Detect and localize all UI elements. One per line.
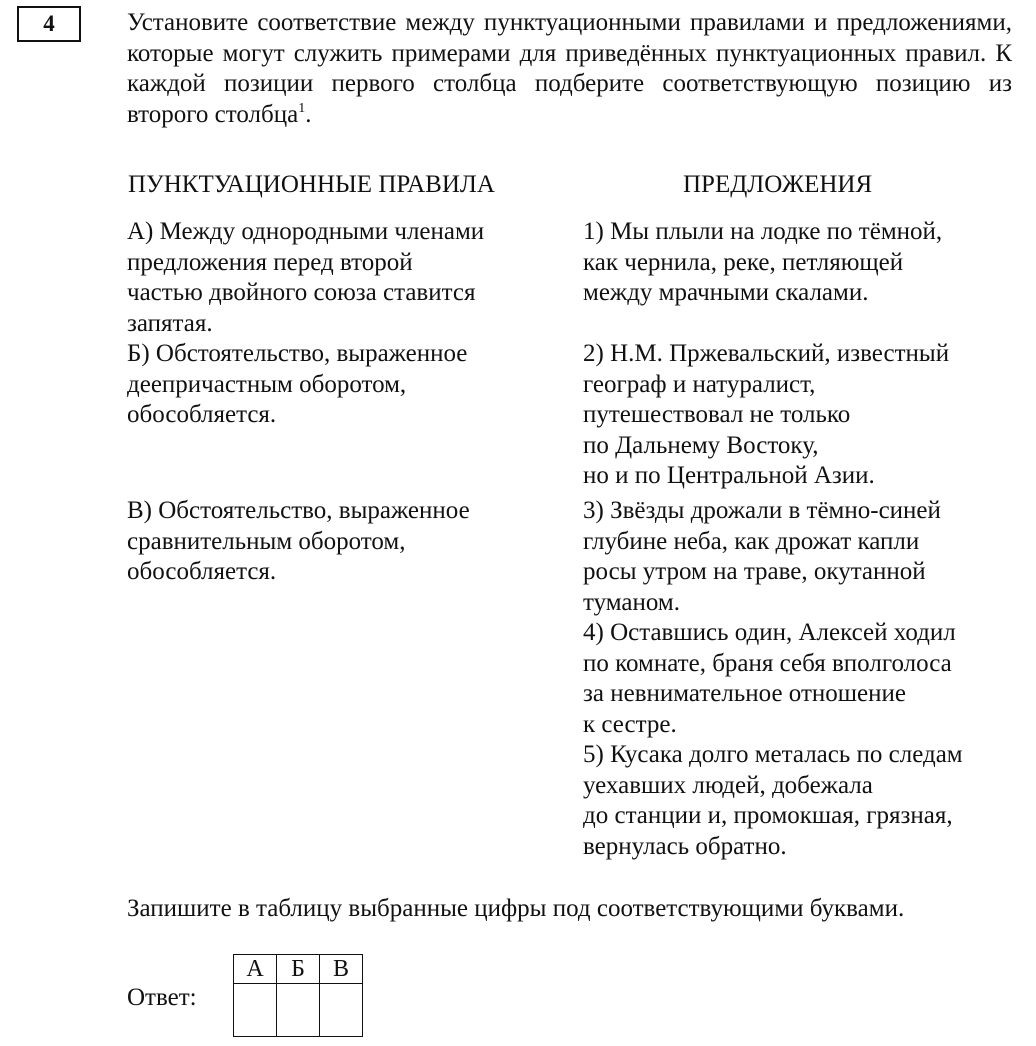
footnote-mark: 1 [298,100,306,116]
answer-table [233,954,363,1037]
answer-cell-a[interactable] [234,984,277,1037]
task-number-box [17,6,81,42]
sentence-1: 1) Мы плыли на лодке по тёмной, как чернила, реке, петляющей между мрачными скалами. [583,218,943,306]
answer-instruction: Запишите в таблицу выбранные цифры под соответствующими буквами. [127,895,905,922]
answer-cell-b[interactable] [277,984,320,1037]
intro-end: . [305,100,312,128]
rule-v: В) Обстоятельство, выраженное сравнительным оборотом, обособляется. [127,497,470,585]
answer-label: Ответ: [127,984,197,1011]
sentence-2: 2) Н.М. Пржевальский, известный географ и натуралист, путешествовал не только по Дальнему Востоку, но и по Центральной Азии. [583,340,950,489]
sentence-5: 5) Кусака долго металась по следам уехавших людей, добежала до станции и, промокшая, грязная, вернулась обратно. [583,741,963,860]
answer-header-v: В [320,955,363,984]
sentences-column-header: ПРЕДЛОЖЕНИЯ [683,171,873,198]
rule-b: Б) Обстоятельство, выраженное деепричастным оборотом, обособляется. [127,340,468,428]
sentence-4: 4) Оставшись один, Алексей ходил по комнате, браня себя вполголоса за невнимательное отношение к сестре. [583,619,956,738]
sentence-3: 3) Звёзды дрожали в тёмно-синей глубине неба, как дрожат капли росы утром на траве, окутанной туманом. [583,497,941,616]
rules-column-header: ПУНКТУАЦИОННЫЕ ПРАВИЛА [128,171,495,198]
rule-a: А) Между однородными членами предложения перед второй частью двойного союза ставится запятая. [127,218,485,337]
answer-header-a: А [234,955,277,984]
answer-cell-v[interactable] [320,984,363,1037]
answer-header-b: Б [277,955,320,984]
task-instructions [127,8,1012,130]
intro-text: Установите соответствие между пунктуационными правилами и предложениями, которые могут служить примерами для приведённых пунктуационных правил. К каждой позиции первого столбца подберите соответствующую позицию из второго столбца [127,9,1012,128]
task-number: 4 [43,11,55,36]
